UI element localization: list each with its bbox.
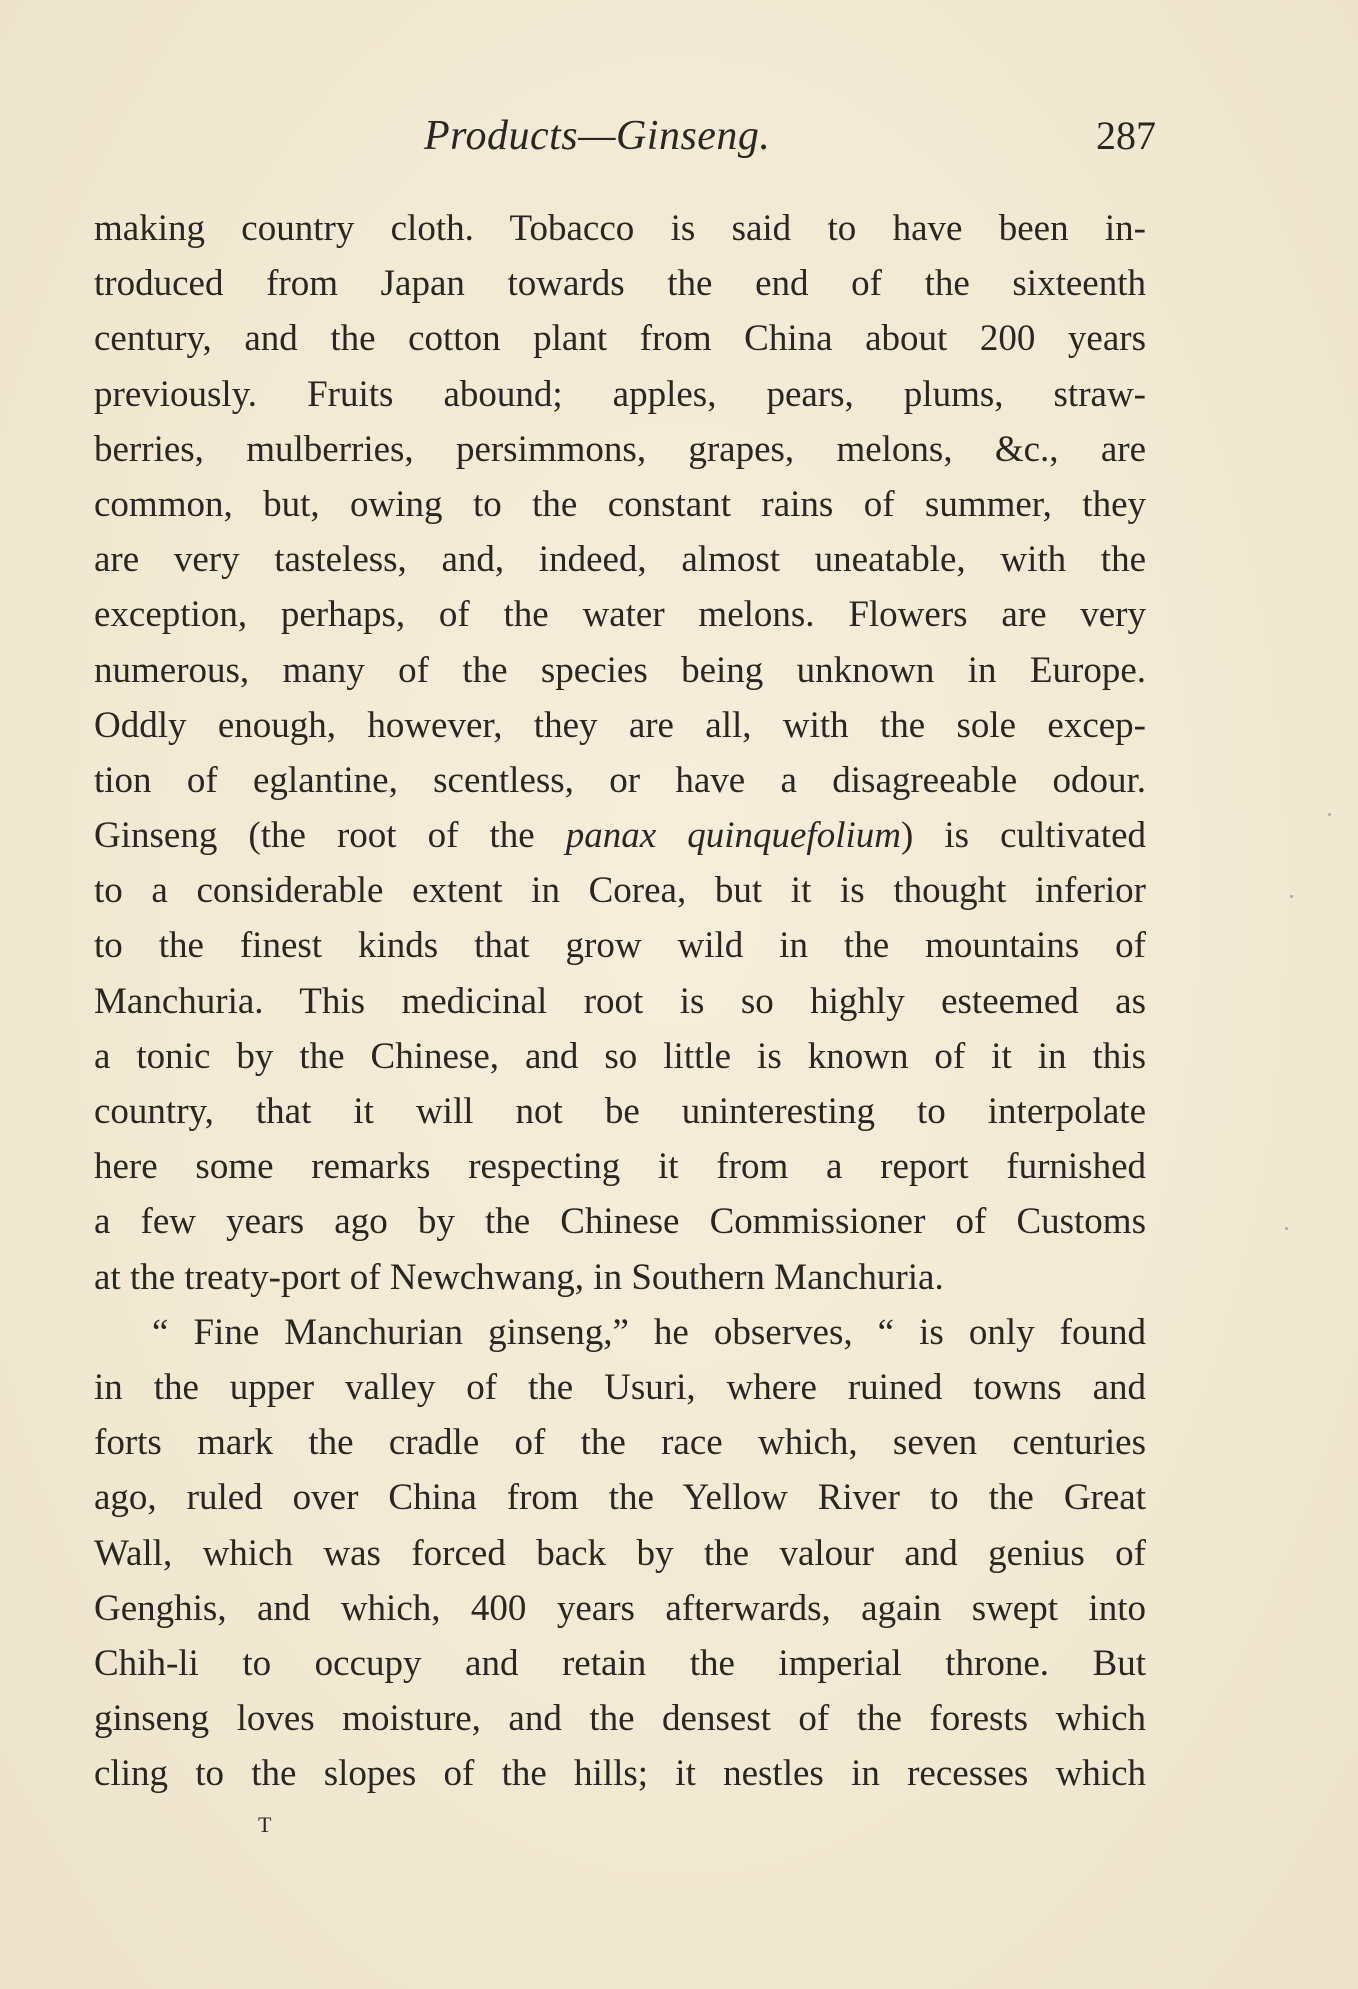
botanical-name: panax quinquefolium: [565, 815, 901, 857]
signature-mark: T: [258, 1812, 273, 1837]
text-line: at the treaty-port of Newchwang, in Southern Manchuria.: [94, 1256, 944, 1298]
paper-speck: [1290, 895, 1293, 898]
text-line: Oddly enough, however, they are all, with the sole excep-: [94, 704, 1146, 746]
text-line: berries, mulberries, persimmons, grapes, melons, &c., are: [94, 428, 1146, 470]
text-line: Chih-li to occupy and retain the imperial throne. But: [94, 1642, 1146, 1684]
text-line: Manchuria. This medicinal root is so highly esteemed as: [94, 980, 1146, 1022]
text-line: century, and the cotton plant from China about 200 years: [94, 318, 1146, 360]
text-line-with-italic: [94, 808, 1146, 863]
paper-speck: [1285, 1227, 1288, 1230]
text-line: a few years ago by the Chinese Commissioner of Customs: [94, 1201, 1146, 1243]
text-line: to the finest kinds that grow wild in the mountains of: [94, 925, 1146, 967]
text-line: “ Fine Manchurian ginseng,” he observes, “ is only found: [152, 1311, 1146, 1353]
text-line: a tonic by the Chinese, and so little is known of it in this: [94, 1035, 1146, 1077]
text-line: ago, ruled over China from the Yellow River to the Great: [94, 1477, 1146, 1519]
text-line: country, that it will not be uninteresting to interpolate: [94, 1091, 1146, 1132]
text-line: here some remarks respecting it from a report furnished: [94, 1146, 1146, 1188]
text-line: in the upper valley of the Usuri, where ruined towns and: [94, 1366, 1146, 1408]
text-fragment: ) is cultivated: [901, 815, 1146, 857]
text-line: ginseng loves moisture, and the densest of the forests which: [94, 1698, 1146, 1740]
text-line: previously. Fruits abound; apples, pears, plums, straw-: [94, 373, 1146, 415]
page-number: 287: [1096, 113, 1156, 158]
text-line: troduced from Japan towards the end of the sixteenth: [94, 263, 1146, 305]
text-line: exception, perhaps, of the water melons. Flowers are very: [94, 594, 1146, 636]
text-line: making country cloth. Tobacco is said to have been in-: [94, 208, 1146, 249]
page-header: [94, 112, 1156, 172]
text-line: forts mark the cradle of the race which, seven centuries: [94, 1422, 1146, 1464]
text-line: Wall, which was forced back by the valour and genius of: [94, 1532, 1146, 1574]
text-line: are very tasteless, and, indeed, almost uneatable, with the: [94, 539, 1146, 581]
text-line: tion of eglantine, scentless, or have a disagreeable odour.: [94, 759, 1146, 801]
body-text: [94, 201, 1146, 1801]
text-line: to a considerable extent in Corea, but it is thought inferior: [94, 870, 1146, 912]
text-line: numerous, many of the species being unknown in Europe.: [94, 649, 1146, 691]
running-title: Products—Ginseng.: [424, 113, 771, 159]
paper-speck: [1328, 813, 1331, 816]
text-line: Genghis, and which, 400 years afterwards, again swept into: [94, 1587, 1146, 1629]
text-fragment: Ginseng (the root of the: [94, 815, 566, 857]
text-line: cling to the slopes of the hills; it nestles in recesses which: [94, 1753, 1146, 1795]
text-line: common, but, owing to the constant rains of summer, they: [94, 483, 1146, 525]
